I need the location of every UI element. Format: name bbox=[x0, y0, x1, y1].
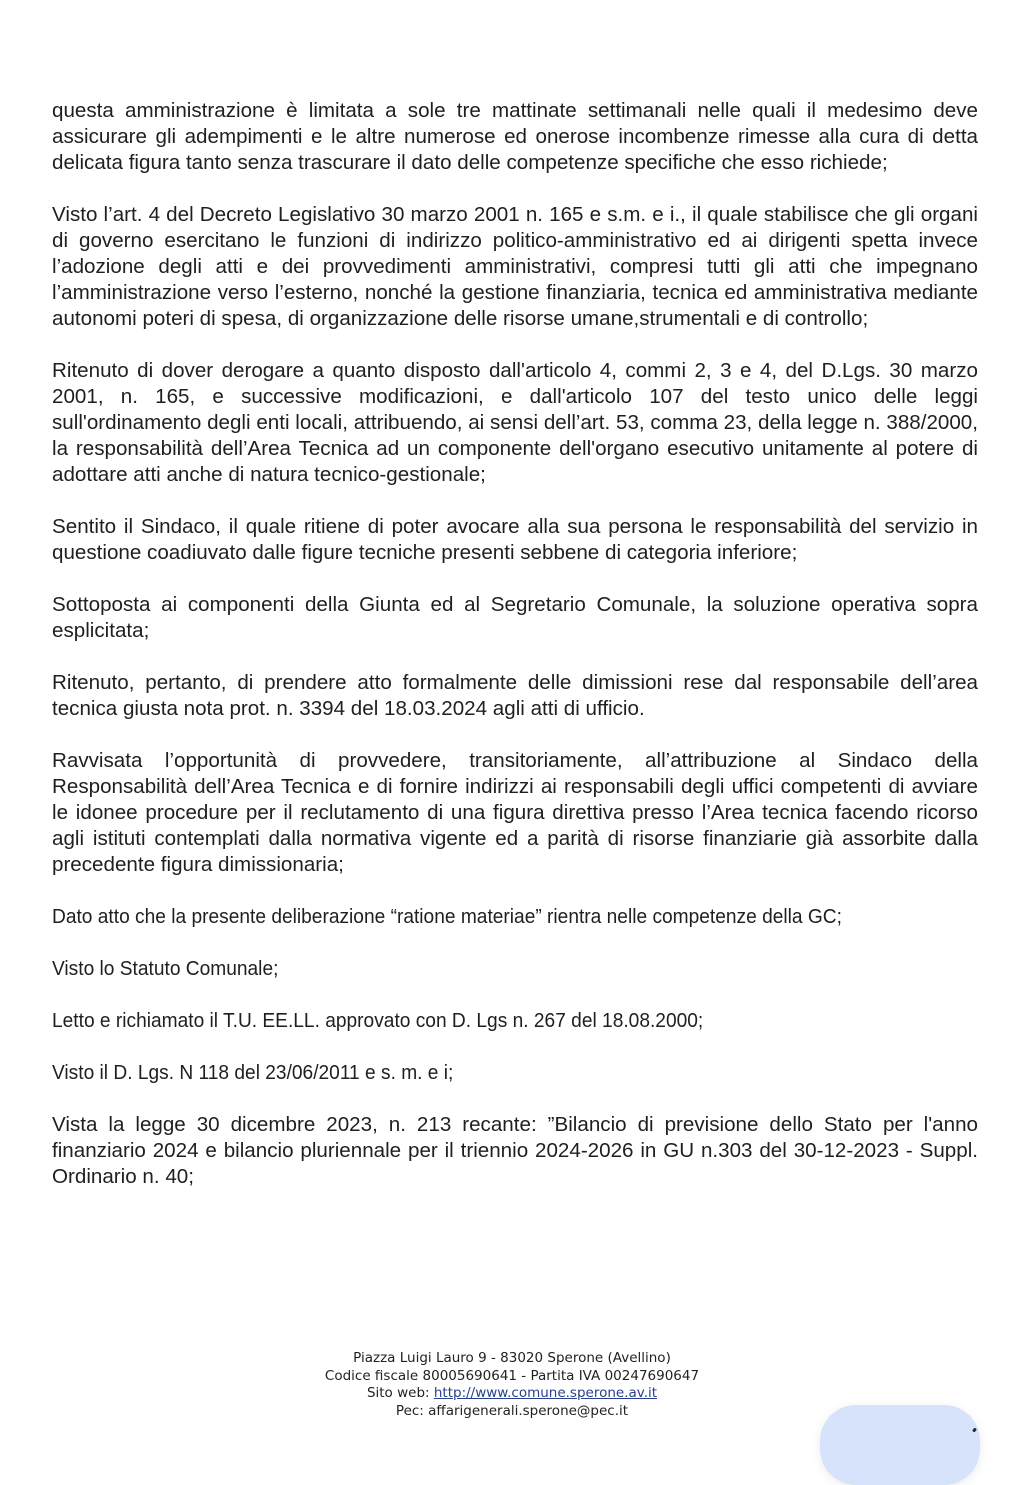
paragraph-competenze: questa amministrazione è limitata a sole tre mattinate settimanali nelle quali il medesimo deve assicurare gli adempimenti e le altre numerose ed onerose incombenze rimesse alla cura di detta delicata figura tanto senza trascurare il dato delle competenze specifiche che esso richiede; bbox=[52, 99, 978, 174]
footer-pec: Pec: affarigenerali.sperone@pec.it bbox=[395, 1402, 629, 1419]
paragraph-sottoposta-giunta: Sottoposta ai componenti della Giunta ed al Segretario Comunale, la soluzione operativa sopra esplicitata; bbox=[52, 593, 978, 642]
footer-fiscal-codes: Codice fiscale 80005690641 - Partita IVA 00247690647 bbox=[324, 1367, 700, 1384]
footer-website-label: Sito web: bbox=[366, 1385, 434, 1401]
paragraph-tuel: Letto e richiamato il T.U. EE.LL. approvato con D. Lgs n. 267 del 18.08.2000; bbox=[52, 1009, 704, 1032]
footer-website bbox=[0, 1385, 1024, 1403]
paragraph-dlgs-118: Visto il D. Lgs. N 118 del 23/06/2011 e s. m. e i; bbox=[52, 1061, 454, 1084]
paragraph-ritenuto-dimissioni: Ritenuto, pertanto, di prendere atto formalmente delle dimissioni rese dal responsabile dell’area tecnica giusta nota prot. n. 3394 del 18.03.2024 agli atti di ufficio. bbox=[52, 671, 978, 720]
paragraph-ritenuto-derogare: Ritenuto di dover derogare a quanto disposto dall'articolo 4, commi 2, 3 e 4, del D.Lgs. 30 marzo 2001, n. 165, e successive modificazioni, e dall'articolo 107 del testo unico delle leggi sull'ordinamento degli enti locali, attribuendo, ai sensi dell’art. 53, comma 23, della legge n. 388/2000, la responsabilità dell’Area Tecnica ad un componente dell'organo esecutivo unitamente al potere di adottare atti anche di natura tecnico-gestionale; bbox=[52, 359, 978, 486]
paragraph-visto-art-4: Visto l’art. 4 del Decreto Legislativo 30 marzo 2001 n. 165 e s.m. e i., il quale stabilisce che gli organi di governo esercitano le funzioni di indirizzo politico-amministrativo ed ai dirigenti spetta invece l’adozione degli atti e dei provvedimenti amministrativi, compresi tutti gli atti che impegnano l’amministrazione verso l’esterno, nonché la gestione finanziaria, tecnica ed amministrativa mediante autonomi poteri di spesa, di organizzazione delle risorse umane,strumentali e di controllo; bbox=[52, 203, 978, 330]
paragraph-sentito-sindaco: Sentito il Sindaco, il quale ritiene di poter avocare alla sua persona le responsabilità del servizio in questione coadiuvato dalle figure tecniche presenti sebbene di categoria inferiore; bbox=[52, 515, 978, 564]
paragraph-dato-atto: Dato atto che la presente deliberazione “ratione materiae” rientra nelle competenze della GC; bbox=[52, 905, 842, 928]
footer-address: Piazza Luigi Lauro 9 - 83020 Sperone (Avellino) bbox=[353, 1350, 671, 1366]
floating-action-button[interactable] bbox=[820, 1405, 980, 1485]
document-page bbox=[52, 98, 978, 1216]
paragraph-ravvisata-opportunita: Ravvisata l’opportunità di provvedere, transitoriamente, all’attribuzione al Sindaco della Responsabilità dell’Area Tecnica e di fornire indirizzi ai responsabili degli uffici competenti di avviare le idonee procedure per il reclutamento di una figura direttiva presso l’Area tecnica facendo ricorso agli istituti contemplati dalla normativa vigente ed a parità di risorse finanziarie già assorbite dalla precedente figura dimissionaria; bbox=[52, 749, 978, 876]
paragraph-legge-213: Vista la legge 30 dicembre 2023, n. 213 recante: ”Bilancio di previsione dello Stato per l'anno finanziario 2024 e bilancio pluriennale per il triennio 2024-2026 in GU n.303 del 30-12-2023 - Suppl. Ordinario n. 40; bbox=[52, 1113, 978, 1188]
footer-website-link[interactable]: http://www.comune.sperone.av.it bbox=[433, 1385, 658, 1401]
paragraph-statuto: Visto lo Statuto Comunale; bbox=[52, 957, 279, 980]
